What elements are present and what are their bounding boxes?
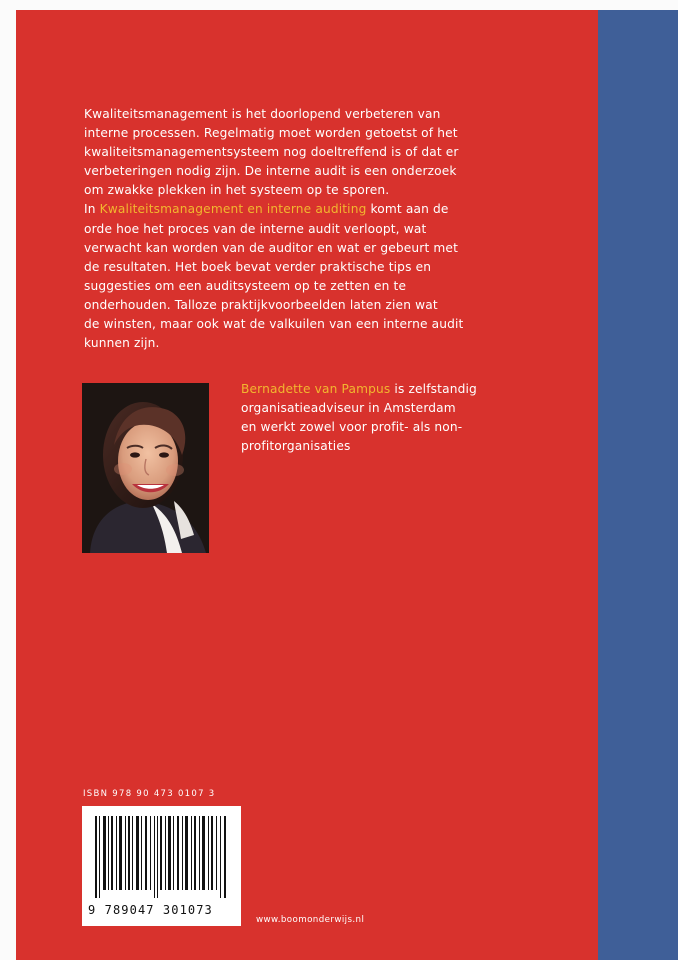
blurb-paragraph-1 bbox=[84, 105, 554, 200]
author-line: profitorganisaties bbox=[241, 439, 351, 454]
author-photo bbox=[82, 383, 209, 553]
isbn-label: ISBN 978 90 473 0107 3 bbox=[83, 789, 216, 799]
blurb-prefix: In bbox=[84, 202, 100, 217]
book-blurb bbox=[84, 105, 554, 353]
blurb-line: de winsten, maar ook wat de valkuilen van een interne audit bbox=[84, 317, 464, 332]
author-line-suffix: is zelfstandig bbox=[390, 382, 477, 396]
blurb-line: onderhouden. Talloze praktijkvoorbeelden laten zien wat bbox=[84, 297, 438, 312]
blurb-paragraph-2 bbox=[84, 200, 554, 353]
publisher-website[interactable]: www.boomonderwijs.nl bbox=[256, 915, 365, 925]
barcode-digits: 9 789047 301073 bbox=[88, 903, 213, 917]
author-portrait-icon bbox=[82, 383, 209, 553]
blurb-line: interne processen. Regelmatig moet worden getoetst of het bbox=[84, 126, 458, 141]
author-line: organisatieadviseur in Amsterdam bbox=[241, 401, 456, 416]
blurb-line: verbeteringen nodig zijn. De interne audit is een onderzoek bbox=[84, 164, 457, 179]
blurb-line: om zwakke plekken in het systeem op te sporen. bbox=[84, 183, 390, 198]
blurb-suffix: komt aan de bbox=[366, 202, 449, 217]
blurb-line: Kwaliteitsmanagement is het doorlopend verbeteren van bbox=[84, 107, 441, 121]
book-title-highlight: Kwaliteitsmanagement en interne auditing bbox=[99, 202, 367, 217]
blurb-line: verwacht kan worden van de auditor en wat er gebeurt met bbox=[84, 240, 458, 255]
author-line: en werkt zowel voor profit- als non- bbox=[241, 420, 463, 435]
barcode bbox=[82, 806, 241, 926]
blurb-line: kunnen zijn. bbox=[84, 336, 160, 351]
author-name: Bernadette van Pampus bbox=[241, 382, 391, 396]
blurb-line: suggesties om een auditsysteem op te zetten en te bbox=[84, 278, 407, 293]
blurb-line: orde hoe het proces van de interne audit verloopt, wat bbox=[84, 221, 427, 236]
blurb-line: de resultaten. Het boek bevat verder praktische tips en bbox=[84, 259, 432, 274]
blue-spine bbox=[598, 10, 678, 960]
author-bio bbox=[241, 380, 541, 456]
barcode-icon bbox=[82, 806, 241, 906]
blurb-line: kwaliteitsmanagementsysteem nog doeltreffend is of dat er bbox=[84, 145, 459, 160]
